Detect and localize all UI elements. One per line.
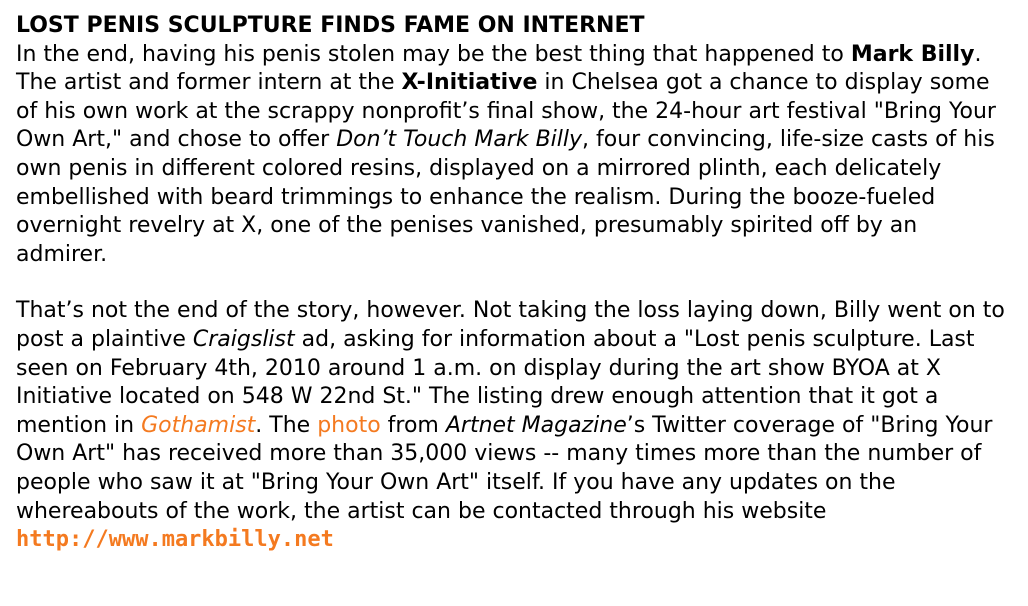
p2-text-2: ad, asking for information about a "Lost penis sculpture. Last seen on February 4th, 2010 around 1 a.m. on display during the art show BYOA at X Initiative located on 548 W 22nd St." The listing drew enough attention that it got a mention in (16, 326, 975, 438)
p2-text-5: ’s Twitter coverage of "Bring Your Own Art" has received more than 35,000 views -- many times more than the number of people who saw it at "Bring Your Own Art" itself. If you have any updates on the whereabouts of the work, the artist can be contacted through his website (16, 412, 993, 524)
paragraph-1 (16, 41, 1006, 270)
article (16, 12, 1006, 555)
p2-text-4: from (380, 412, 446, 438)
p1-text-1: In the end, having his penis stolen may be the best thing that happened to (16, 41, 851, 67)
website-link[interactable]: http://www.markbilly.net (16, 527, 334, 553)
gothamist-link[interactable] (141, 413, 255, 438)
p2-text-1: That’s not the end of the story, however. Not taking the loss laying down, Billy went on to post a plaintive (16, 298, 1005, 352)
craigslist-title: Craigslist (192, 326, 295, 352)
gothamist-link-text: Gothamist (141, 412, 256, 438)
p1-text-3: in Chelsea got a chance to display some of his own work at the scrappy nonprofit’s final show, the 24-hour art festival "Bring Your Own Art," and chose to offer (16, 70, 996, 153)
p2-text-3: . The (255, 412, 318, 438)
photo-link[interactable]: photo (317, 412, 381, 438)
paragraph-2 (16, 297, 1006, 554)
p1-text-4: , four convincing, life-size casts of his own penis in different colored resins, displayed on a mirrored plinth, each delicately embellished with beard trimmings to enhance the realism. During the booze-fueled overnight revelry at X, one of the penises vanished, presumably spirited off by an admirer. (16, 127, 995, 267)
p1-text-2: . The artist and former intern at the (16, 41, 982, 96)
artist-name: Mark Billy (850, 41, 975, 67)
article-headline: LOST PENIS SCULPTURE FINDS FAME ON INTERNET (16, 13, 645, 38)
org-name: X-Initiative (401, 70, 538, 96)
artnet-magazine-title: Artnet Magazine (445, 412, 627, 438)
work-title: Don’t Touch Mark Billy (336, 127, 583, 153)
